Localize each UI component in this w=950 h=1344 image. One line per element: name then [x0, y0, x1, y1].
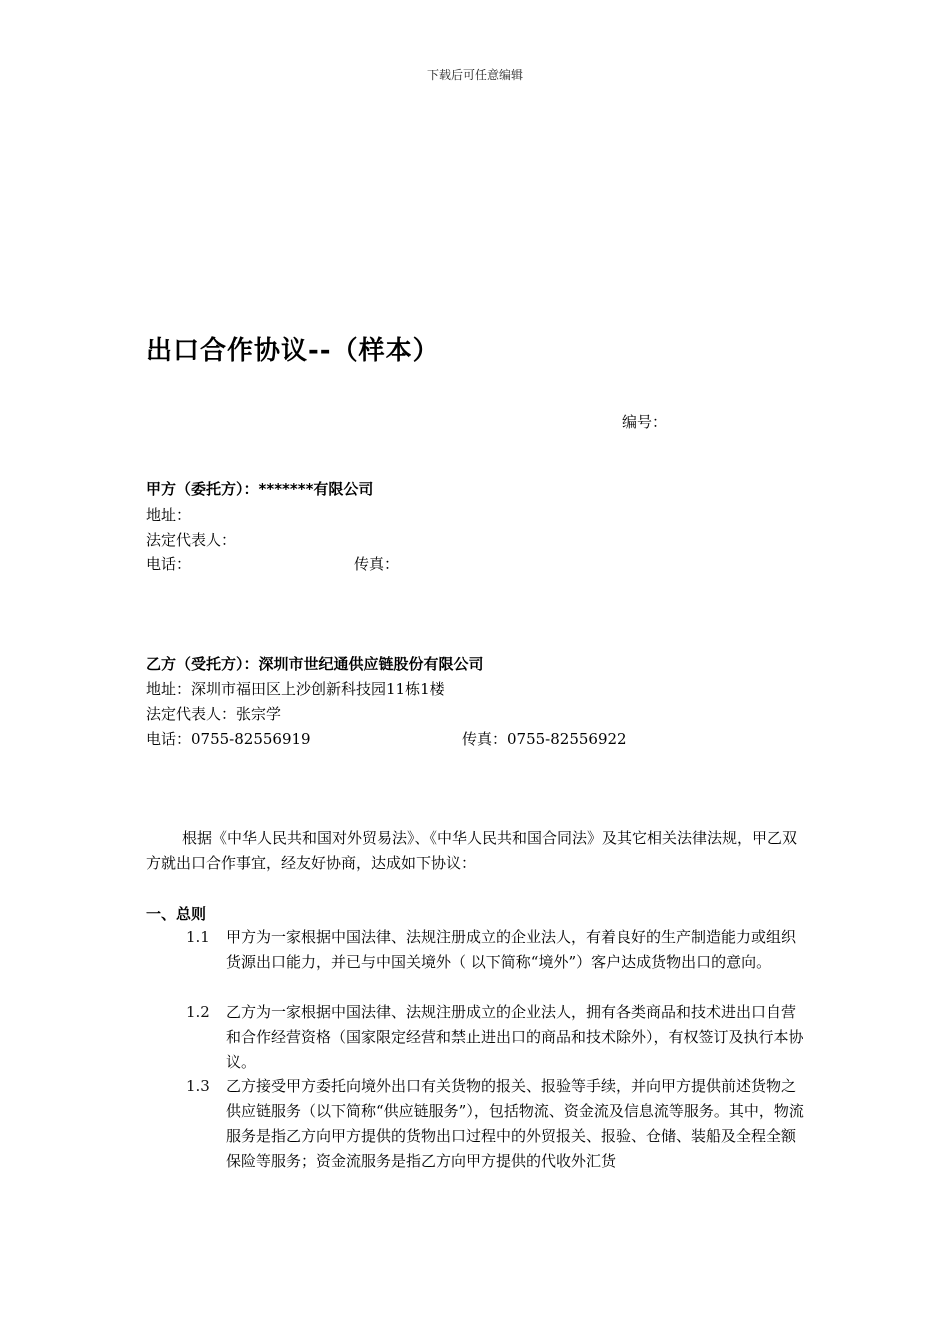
intro-paragraph: 根据《中华人民共和国对外贸易法》、《中华人民共和国合同法》及其它相关法律法规，甲乙双方就出口合作事宜，经友好协商，达成如下协议： — [146, 829, 798, 872]
party-a-name: 甲方（委托方）：*******有限公司 — [146, 480, 374, 498]
clause-text: 乙方为一家根据中国法律、法规注册成立的企业法人，拥有各类商品和技术进出口自营和合作经营资格（国家限定经营和禁止进出口的商品和技术除外），有权签订及执行本协议。 — [226, 1003, 804, 1071]
party-b-phone: 电话：0755-82556919 — [146, 730, 311, 748]
party-b-legal-rep: 法定代表人：张宗学 — [146, 705, 282, 723]
party-a-legal-rep: 法定代表人： — [146, 531, 237, 549]
clause-number: 1.2 — [186, 1003, 210, 1021]
party-b-name: 乙方（受托方）：深圳市世纪通供应链股份有限公司 — [146, 655, 484, 673]
document-title: 出口合作协议--（样本） — [146, 336, 440, 366]
serial-number-label: 编号： — [622, 413, 668, 431]
party-a-fax: 传真： — [354, 555, 400, 573]
party-a-phone: 电话： — [146, 555, 192, 573]
party-a-address: 地址： — [146, 506, 192, 524]
section-heading: 一、总则 — [146, 905, 207, 923]
party-b-fax: 传真：0755-82556922 — [462, 730, 627, 748]
clause-number: 1.1 — [186, 928, 210, 946]
party-b-address: 地址：深圳市福田区上沙创新科技园11栋1楼 — [146, 680, 445, 698]
clause-text: 乙方接受甲方委托向境外出口有关货物的报关、报验等手续，并向甲方提供前述货物之供应链服务（以下简称“供应链服务”），包括物流、资金流及信息流等服务。其中，物流服务是指乙方向甲方提供的货物出口过程中的外贸报关、报验、仓储、装船及全程全额保险等服务；资金流服务是指乙方向甲方提供的代收外汇货 — [226, 1077, 804, 1170]
header-note: 下载后可任意编辑 — [426, 68, 523, 82]
clause-text: 甲方为一家根据中国法律、法规注册成立的企业法人，有着良好的生产制造能力或组织货源出口能力，并已与中国关境外（ 以下简称“境外”）客户达成货物出口的意向。 — [226, 928, 797, 971]
clause-number: 1.3 — [186, 1077, 210, 1095]
